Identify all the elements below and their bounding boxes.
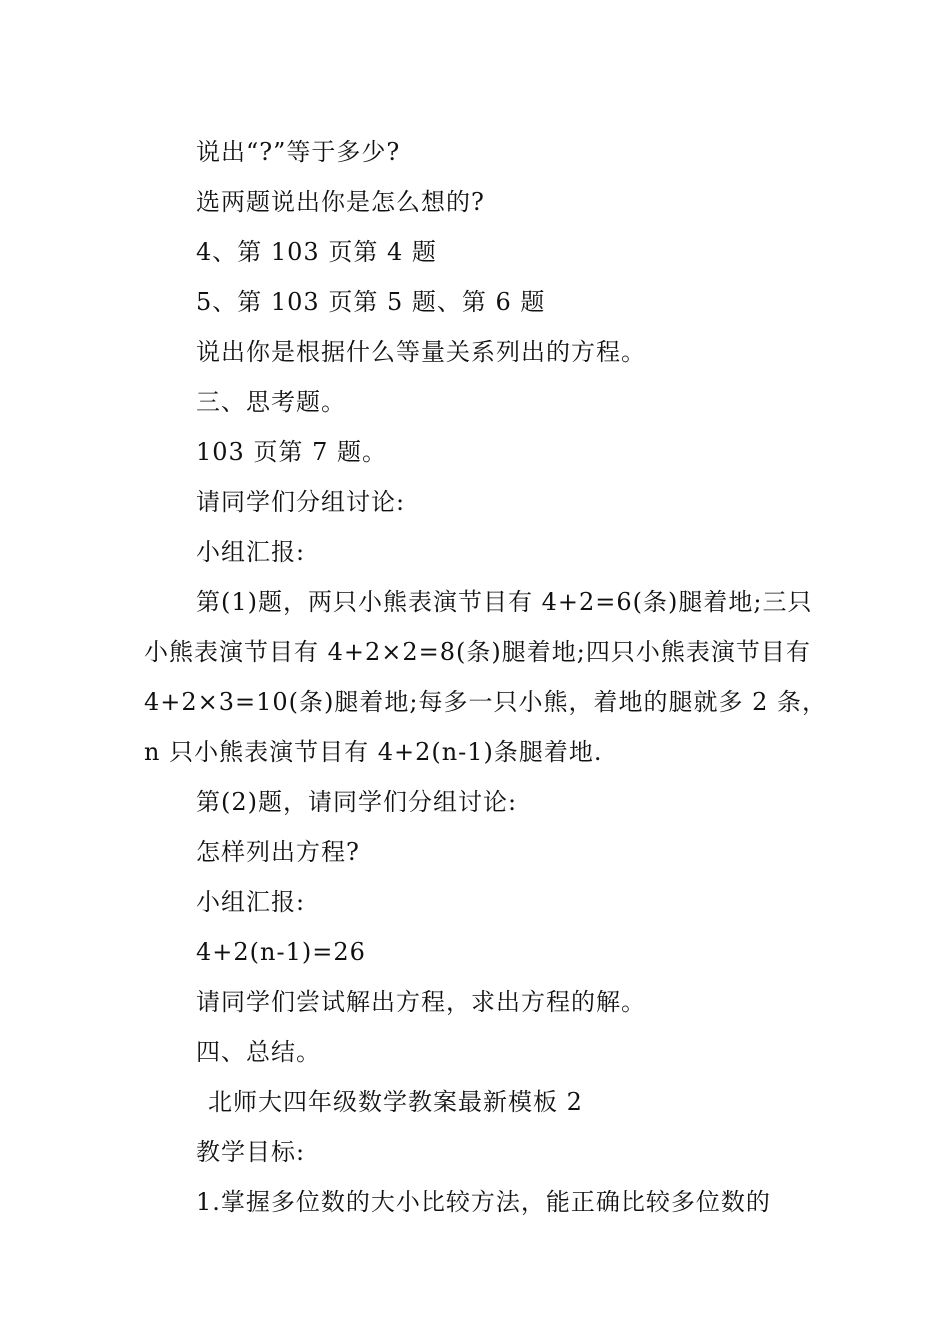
text-line: 5、第 103 页第 5 题、第 6 题 — [196, 288, 546, 316]
text-line: 第(2)题，请同学们分组讨论: — [196, 788, 518, 816]
section-heading: 四、总结。 — [196, 1038, 321, 1066]
text-line: 说出“?”等于多少? — [196, 138, 401, 166]
text-line: 选两题说出你是怎么想的? — [196, 188, 485, 216]
section-heading: 三、思考题。 — [196, 388, 346, 416]
text-line: 103 页第 7 题。 — [196, 438, 387, 466]
text-line: 怎样列出方程? — [196, 838, 360, 866]
equation-line: 4+2(n-1)=26 — [196, 938, 366, 966]
text-line: 小熊表演节目有 4+2×2=8(条)腿着地;四只小熊表演节目有 — [144, 638, 811, 666]
text-line: 4、第 103 页第 4 题 — [196, 238, 437, 266]
text-line: 4+2×3=10(条)腿着地;每多一只小熊，着地的腿就多 2 条， — [144, 688, 828, 716]
text-line: 小组汇报: — [196, 888, 306, 916]
text-line: n 只小熊表演节目有 4+2(n-1)条腿着地. — [144, 738, 603, 766]
text-line: 说出你是根据什么等量关系列出的方程。 — [196, 338, 646, 366]
text-line: 小组汇报: — [196, 538, 306, 566]
text-line: 教学目标: — [196, 1138, 306, 1166]
text-line: 请同学们分组讨论: — [196, 488, 406, 516]
text-line: 1.掌握多位数的大小比较方法，能正确比较多位数的 — [196, 1188, 771, 1216]
text-line: 第(1)题，两只小熊表演节目有 4+2=6(条)腿着地;三只 — [196, 588, 813, 616]
text-line: 请同学们尝试解出方程，求出方程的解。 — [196, 988, 646, 1016]
document-title: 北师大四年级数学教案最新模板 2 — [208, 1088, 583, 1116]
